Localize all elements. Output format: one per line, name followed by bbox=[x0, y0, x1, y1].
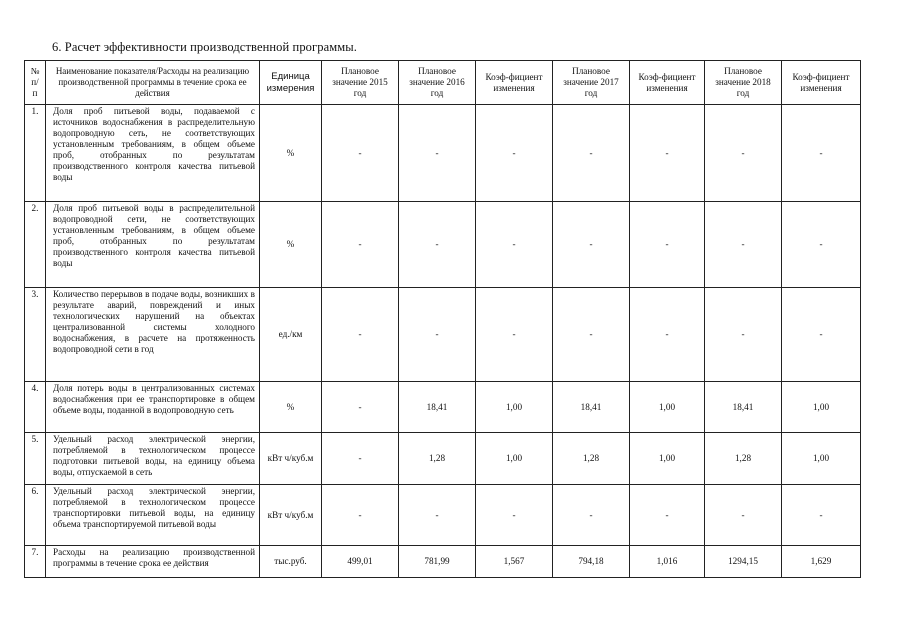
cell-coef-2017: 1,00 bbox=[630, 382, 705, 433]
header-plan-2016: Плановое значение 2016 год bbox=[399, 61, 476, 105]
row-name: Доля потерь воды в централизованных системах водоснабжения при ее транспортировке в общем объеме воды, поданной в водопроводную сеть bbox=[46, 382, 260, 433]
cell-plan-2017: 794,18 bbox=[553, 546, 630, 578]
cell-coef-2016: - bbox=[476, 485, 553, 546]
cell-coef-2016: - bbox=[476, 202, 553, 288]
cell-plan-2016: - bbox=[399, 105, 476, 202]
header-coef-2016: Коэф-фициент изменения bbox=[476, 61, 553, 105]
cell-plan-2018: 18,41 bbox=[705, 382, 782, 433]
cell-plan-2015: - bbox=[322, 485, 399, 546]
cell-plan-2016: 1,28 bbox=[399, 433, 476, 485]
cell-coef-2016: - bbox=[476, 105, 553, 202]
row-unit: % bbox=[260, 105, 322, 202]
row-name: Доля проб питьевой воды, подаваемой с источников водоснабжения в распределительную водопроводную сеть, не соответствующих установленным требованиям, в общем объеме проб, отобранных по результатам производственного контроля качества питьевой воды bbox=[46, 105, 260, 202]
row-num: 3. bbox=[25, 288, 46, 382]
cell-plan-2015: - bbox=[322, 382, 399, 433]
cell-plan-2018: - bbox=[705, 105, 782, 202]
cell-plan-2015: - bbox=[322, 105, 399, 202]
cell-coef-2018: - bbox=[782, 485, 861, 546]
row-num: 7. bbox=[25, 546, 46, 578]
cell-coef-2016: 1,00 bbox=[476, 382, 553, 433]
cell-plan-2016: - bbox=[399, 288, 476, 382]
row-name: Количество перерывов в подаче воды, возникших в результате аварий, повреждений и иных технологических нарушений на объектах централизованной системы холодного водоснабжения, в расчете на протяженность водопроводной сети в год bbox=[46, 288, 260, 382]
row-name: Удельный расход электрической энергии, потребляемой в технологическом процессе подготовки питьевой воды, на единицу объема воды, отпускаемой в сеть bbox=[46, 433, 260, 485]
cell-coef-2016: 1,567 bbox=[476, 546, 553, 578]
cell-coef-2017: 1,016 bbox=[630, 546, 705, 578]
header-name: Наименование показателя/Расходы на реализацию производственной программы в течение срока ее действия bbox=[46, 61, 260, 105]
cell-coef-2018: - bbox=[782, 105, 861, 202]
header-num: № п/ п bbox=[25, 61, 46, 105]
cell-coef-2016: - bbox=[476, 288, 553, 382]
cell-plan-2018: 1294,15 bbox=[705, 546, 782, 578]
cell-coef-2018: - bbox=[782, 202, 861, 288]
cell-plan-2016: - bbox=[399, 202, 476, 288]
header-coef-2018: Коэф-фициент изменения bbox=[782, 61, 861, 105]
cell-coef-2018: 1,00 bbox=[782, 433, 861, 485]
table-row bbox=[25, 202, 861, 288]
cell-plan-2015: 499,01 bbox=[322, 546, 399, 578]
cell-coef-2018: 1,00 bbox=[782, 382, 861, 433]
cell-coef-2017: - bbox=[630, 288, 705, 382]
row-num: 1. bbox=[25, 105, 46, 202]
cell-plan-2018: - bbox=[705, 288, 782, 382]
table-row bbox=[25, 485, 861, 546]
efficiency-table bbox=[24, 60, 861, 578]
cell-plan-2018: - bbox=[705, 202, 782, 288]
cell-coef-2017: 1,00 bbox=[630, 433, 705, 485]
row-num: 6. bbox=[25, 485, 46, 546]
cell-plan-2018: 1,28 bbox=[705, 433, 782, 485]
cell-plan-2015: - bbox=[322, 433, 399, 485]
row-name: Доля проб питьевой воды в распределительной водопроводной сети, не соответствующих установленным требованиям, в общем объеме проб, отобранных по результатам производственного контроля качества питьевой воды bbox=[46, 202, 260, 288]
cell-plan-2016: 18,41 bbox=[399, 382, 476, 433]
cell-plan-2018: - bbox=[705, 485, 782, 546]
cell-coef-2017: - bbox=[630, 485, 705, 546]
cell-plan-2016: - bbox=[399, 485, 476, 546]
row-unit: кВт ч/куб.м bbox=[260, 485, 322, 546]
table-row bbox=[25, 546, 861, 578]
header-unit: Единица измерения bbox=[260, 61, 322, 105]
cell-plan-2017: - bbox=[553, 485, 630, 546]
row-num: 4. bbox=[25, 382, 46, 433]
section-title: 6. Расчет эффективности производственной программы. bbox=[52, 40, 357, 54]
cell-plan-2015: - bbox=[322, 202, 399, 288]
row-unit: кВт ч/куб.м bbox=[260, 433, 322, 485]
cell-plan-2015: - bbox=[322, 288, 399, 382]
cell-plan-2017: 1,28 bbox=[553, 433, 630, 485]
table-row bbox=[25, 288, 861, 382]
row-num: 2. bbox=[25, 202, 46, 288]
row-name: Удельный расход электрической энергии, потребляемой в технологическом процессе транспортировки питьевой воды, на единицу объема транспортируемой питьевой воды bbox=[46, 485, 260, 546]
cell-coef-2018: - bbox=[782, 288, 861, 382]
header-plan-2017: Плановое значение 2017 год bbox=[553, 61, 630, 105]
row-name: Расходы на реализацию производственной программы в течение срока ее действия bbox=[46, 546, 260, 578]
header-plan-2015: Плановое значение 2015 год bbox=[322, 61, 399, 105]
row-num: 5. bbox=[25, 433, 46, 485]
header-coef-2017: Коэф-фициент изменения bbox=[630, 61, 705, 105]
cell-coef-2017: - bbox=[630, 105, 705, 202]
cell-plan-2017: 18,41 bbox=[553, 382, 630, 433]
table-row bbox=[25, 433, 861, 485]
table-header-row bbox=[25, 61, 861, 105]
cell-plan-2017: - bbox=[553, 202, 630, 288]
row-unit: % bbox=[260, 202, 322, 288]
row-unit: % bbox=[260, 382, 322, 433]
cell-plan-2017: - bbox=[553, 288, 630, 382]
cell-plan-2016: 781,99 bbox=[399, 546, 476, 578]
cell-plan-2017: - bbox=[553, 105, 630, 202]
row-unit: тыс.руб. bbox=[260, 546, 322, 578]
cell-coef-2016: 1,00 bbox=[476, 433, 553, 485]
cell-coef-2018: 1,629 bbox=[782, 546, 861, 578]
cell-coef-2017: - bbox=[630, 202, 705, 288]
table-row bbox=[25, 105, 861, 202]
header-plan-2018: Плановое значение 2018 год bbox=[705, 61, 782, 105]
table-row bbox=[25, 382, 861, 433]
row-unit: ед./км bbox=[260, 288, 322, 382]
